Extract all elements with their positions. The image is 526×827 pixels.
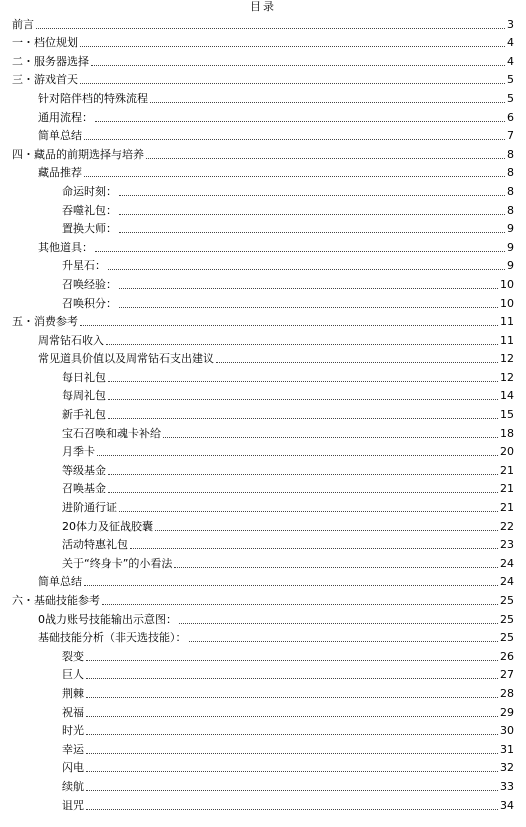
- dot-leader: [36, 28, 505, 29]
- dot-leader: [216, 362, 498, 363]
- dot-leader: [86, 678, 498, 679]
- toc-entry-page: 18: [500, 426, 514, 440]
- toc-entry-page: 11: [500, 333, 514, 347]
- toc-entry-page: 21: [500, 501, 514, 515]
- dot-leader: [95, 121, 505, 122]
- dot-leader: [86, 753, 498, 754]
- dot-leader: [130, 548, 498, 549]
- toc-entry[interactable]: [0, 181, 526, 200]
- toc-entry-page: 26: [500, 649, 514, 663]
- toc-entry[interactable]: [0, 88, 526, 107]
- dot-leader: [84, 176, 505, 177]
- toc-entry-label: 命运时刻：: [62, 184, 117, 198]
- toc-entry-label: 藏品推荐: [38, 166, 82, 180]
- toc-entry-label: 基础技能分析（非天选技能）：: [38, 631, 187, 645]
- dot-leader: [150, 102, 505, 103]
- dot-leader: [106, 344, 498, 345]
- toc-entry-page: 11: [500, 315, 514, 329]
- toc-entry-page: 8: [507, 166, 514, 180]
- toc-entry[interactable]: [0, 795, 526, 814]
- dot-leader: [108, 418, 498, 419]
- toc-entry-label: 周常钻石收入: [38, 333, 104, 347]
- dot-leader: [119, 307, 498, 308]
- toc-entry-page: 24: [500, 556, 514, 570]
- toc-entry-label: 荆棘: [62, 686, 84, 700]
- toc-entry-page: 31: [500, 742, 514, 756]
- toc-entry-page: 29: [500, 705, 514, 719]
- dot-leader: [108, 399, 498, 400]
- toc-entry-label: 20体力及征战胶囊: [62, 519, 153, 533]
- toc-entry-page: 8: [507, 203, 514, 217]
- toc-entry-label: 一・档位规划: [12, 36, 78, 50]
- toc-entry-page: 5: [507, 73, 514, 87]
- toc-entry-label: 召唤积分：: [62, 296, 117, 310]
- toc-entry-label: 活动特惠礼包: [62, 538, 128, 552]
- toc-entry-label: 新手礼包: [62, 408, 106, 422]
- toc-entry[interactable]: [0, 144, 526, 163]
- toc-entry-page: 25: [500, 631, 514, 645]
- toc-entry[interactable]: [0, 293, 526, 312]
- toc-entry-label: 升星石：: [62, 259, 106, 273]
- toc-entry[interactable]: [0, 219, 526, 238]
- dot-leader: [84, 585, 498, 586]
- dot-leader: [189, 641, 499, 642]
- toc-entry-label: 召唤基金: [62, 482, 106, 496]
- toc-entry[interactable]: [0, 367, 526, 386]
- toc-entry[interactable]: [0, 163, 526, 182]
- toc-entry-label: 置换大师：: [62, 222, 117, 236]
- toc-entry[interactable]: [0, 237, 526, 256]
- toc-entry-page: 3: [507, 17, 514, 31]
- dot-leader: [95, 251, 505, 252]
- toc-entry[interactable]: [0, 200, 526, 219]
- toc-entry-label: 续航: [62, 779, 84, 793]
- dot-leader: [86, 790, 498, 791]
- toc-title: 目录: [250, 0, 276, 13]
- toc-entry-page: 8: [507, 184, 514, 198]
- toc-entry-label: 月季卡: [62, 445, 95, 459]
- toc-entry-label: 三・游戏首天: [12, 73, 78, 87]
- toc-entry[interactable]: [0, 721, 526, 740]
- toc-entry-page: 5: [507, 91, 514, 105]
- toc-entry-label: 关于“终身卡”的小看法: [62, 556, 173, 570]
- toc-entry-label: 闪电: [62, 761, 84, 775]
- dot-leader: [108, 269, 505, 270]
- toc-entry[interactable]: [0, 497, 526, 516]
- toc-entry-label: 诅咒: [62, 798, 84, 812]
- toc-entry-label: 宝石召唤和魂卡补给: [62, 426, 161, 440]
- toc-entry-label: 0战力账号技能输出示意图：: [38, 612, 177, 626]
- toc-entry-page: 14: [500, 389, 514, 403]
- dot-leader: [86, 771, 498, 772]
- toc-entry[interactable]: [0, 572, 526, 591]
- toc-entry[interactable]: [0, 553, 526, 572]
- toc-entry[interactable]: [0, 646, 526, 665]
- toc-entry-label: 通用流程：: [38, 110, 93, 124]
- toc-entry-page: 12: [500, 352, 514, 366]
- toc-entry[interactable]: [0, 683, 526, 702]
- toc-entry-label: 其他道具：: [38, 240, 93, 254]
- dot-leader: [86, 809, 498, 810]
- toc-entry-page: 12: [500, 370, 514, 384]
- toc-entry-label: 二・服务器选择: [12, 54, 89, 68]
- toc-entry[interactable]: [0, 386, 526, 405]
- toc-entry[interactable]: [0, 609, 526, 628]
- toc-entry-page: 6: [507, 110, 514, 124]
- toc-entry-label: 前言: [12, 17, 34, 31]
- toc-entry[interactable]: [0, 628, 526, 647]
- toc-entry-page: 10: [500, 277, 514, 291]
- toc-entry-page: 27: [500, 668, 514, 682]
- toc-entry-page: 4: [507, 54, 514, 68]
- dot-leader: [97, 455, 498, 456]
- toc-entry[interactable]: [0, 51, 526, 70]
- toc-entry-label: 巨人: [62, 668, 84, 682]
- dot-leader: [108, 381, 498, 382]
- toc-entry-page: 9: [507, 259, 514, 273]
- toc-entry[interactable]: [0, 330, 526, 349]
- toc-entry-label: 每日礼包: [62, 370, 106, 384]
- toc-entry[interactable]: [0, 460, 526, 479]
- toc-entry[interactable]: [0, 758, 526, 777]
- dot-leader: [108, 492, 498, 493]
- toc-entry[interactable]: [0, 14, 526, 33]
- toc-entry-label: 六・基础技能参考: [12, 594, 100, 607]
- toc-entry[interactable]: [0, 33, 526, 52]
- dot-leader: [119, 232, 505, 233]
- toc-entry-page: 30: [500, 724, 514, 738]
- toc-entry[interactable]: [0, 590, 526, 609]
- dot-leader: [80, 325, 498, 326]
- toc-entry-label: 祝福: [62, 705, 84, 719]
- toc-entry-page: 9: [507, 240, 514, 254]
- toc-entry[interactable]: [0, 665, 526, 684]
- toc-entry[interactable]: [0, 739, 526, 758]
- dot-leader: [119, 288, 498, 289]
- toc-entry[interactable]: [0, 312, 526, 331]
- toc-entry-label: 等级基金: [62, 463, 106, 477]
- toc-entry-page: 25: [500, 594, 514, 607]
- dot-leader: [108, 474, 498, 475]
- toc-entry-page: 33: [500, 779, 514, 793]
- toc-entry-label: 四・藏品的前期选择与培养: [12, 147, 144, 161]
- dot-leader: [119, 214, 505, 215]
- dot-leader: [174, 567, 498, 568]
- toc-entry-label: 针对陪伴档的特殊流程: [38, 91, 148, 105]
- toc-entry-label: 召唤经验：: [62, 277, 117, 291]
- toc-entry[interactable]: [0, 404, 526, 423]
- toc-entry-label: 常见道具价值以及周常钻石支出建议: [38, 352, 214, 366]
- toc-entry-label: 简单总结: [38, 575, 82, 589]
- toc-entry[interactable]: [0, 126, 526, 145]
- toc-entry[interactable]: [0, 442, 526, 461]
- toc-entry[interactable]: [0, 479, 526, 498]
- dot-leader: [80, 83, 505, 84]
- toc-entry[interactable]: [0, 274, 526, 293]
- dot-leader: [80, 46, 505, 47]
- toc-entry-page: 32: [500, 761, 514, 775]
- dot-leader: [155, 530, 498, 531]
- toc-entry-page: 21: [500, 482, 514, 496]
- toc-entry-label: 每周礼包: [62, 389, 106, 403]
- dot-leader: [91, 65, 505, 66]
- dot-leader: [102, 604, 498, 605]
- toc-entry-label: 时光: [62, 724, 84, 738]
- toc-entry[interactable]: [0, 702, 526, 721]
- toc-entry[interactable]: [0, 423, 526, 442]
- dot-leader: [179, 623, 498, 624]
- toc-entry-page: 25: [500, 612, 514, 626]
- toc-entry-label: 裂变: [62, 649, 84, 663]
- toc-entry-page: 7: [507, 129, 514, 143]
- dot-leader: [119, 195, 505, 196]
- toc-entry[interactable]: [0, 535, 526, 554]
- toc-entry-page: 20: [500, 445, 514, 459]
- toc-entry-page: 15: [500, 408, 514, 422]
- dot-leader: [86, 716, 498, 717]
- dot-leader: [86, 697, 498, 698]
- toc-entry-page: 4: [507, 36, 514, 50]
- toc-entry-label: 五・消费参考: [12, 315, 78, 329]
- toc-entry-page: 9: [507, 222, 514, 236]
- toc-entry[interactable]: [0, 70, 526, 89]
- toc-entry-label: 幸运: [62, 742, 84, 756]
- dot-leader: [84, 139, 505, 140]
- toc-entry-page: 21: [500, 463, 514, 477]
- toc-entry-label: 简单总结: [38, 129, 82, 143]
- toc-entry-label: 吞噬礼包：: [62, 203, 117, 217]
- toc-entry[interactable]: [0, 107, 526, 126]
- toc-entry-page: 22: [500, 519, 514, 533]
- dot-leader: [86, 734, 498, 735]
- dot-leader: [146, 158, 505, 159]
- toc-entry-label: 进阶通行证: [62, 501, 117, 515]
- table-of-contents: [0, 14, 526, 814]
- toc-entry-page: 8: [507, 147, 514, 161]
- dot-leader: [119, 511, 498, 512]
- toc-entry-page: 23: [500, 538, 514, 552]
- toc-entry[interactable]: [0, 516, 526, 535]
- toc-entry-page: 24: [500, 575, 514, 589]
- toc-entry[interactable]: [0, 256, 526, 275]
- toc-entry-page: 34: [500, 798, 514, 812]
- toc-entry[interactable]: [0, 776, 526, 795]
- dot-leader: [86, 660, 498, 661]
- toc-entry-page: 10: [500, 296, 514, 310]
- toc-entry-page: 28: [500, 686, 514, 700]
- dot-leader: [163, 437, 498, 438]
- toc-entry[interactable]: [0, 349, 526, 368]
